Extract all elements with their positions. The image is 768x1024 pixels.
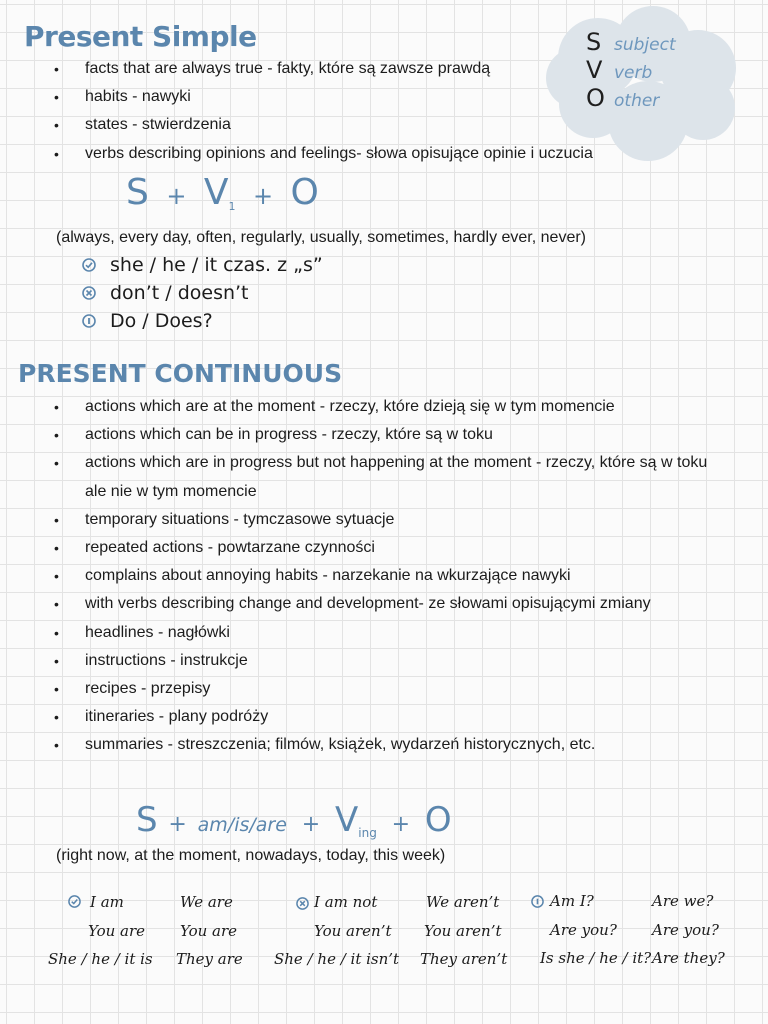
present-simple-adverbs: (always, every day, often, regularly, usually, sometimes, hardly ever, never) <box>56 229 586 246</box>
formula-verb-subscript: 1 <box>228 200 236 213</box>
conj-positive-2: They are <box>176 950 243 968</box>
present-continuous-title: PRESENT CONTINUOUS <box>18 359 343 388</box>
rule-text: don’t / doesn’t <box>110 282 249 304</box>
formula-other: O <box>290 172 319 213</box>
conj-positive-2: We are <box>180 893 233 911</box>
conj-question-2: Are we? <box>652 892 714 910</box>
svo-legend-other <box>586 84 659 112</box>
conj-question-1: Am I? <box>550 892 594 910</box>
formula-verb: V <box>203 172 229 213</box>
conj-question-1: Is she / he / it? <box>540 949 652 967</box>
list-item: • verbs describing opinions and feelings- słowa opisujące opinie i uczucia <box>50 140 690 168</box>
conj-question-1: Are you? <box>550 921 617 939</box>
question-icon <box>82 314 96 328</box>
svo-letter: V <box>586 56 603 84</box>
list-item: • actions which are in progress but not happening at the moment - rzeczy, które są w toku ale nie w tym momencie <box>50 449 720 505</box>
positive-icon <box>68 895 81 908</box>
list-item: • complains about annoying habits - narzekanie na wkurzające nawyki <box>50 562 720 590</box>
formula-plus: + <box>166 182 187 210</box>
conj-positive-1: You are <box>88 922 146 940</box>
svo-legend-subject <box>586 28 676 56</box>
formula-plus: + <box>252 182 274 210</box>
formula-be: am/is/are <box>197 814 287 836</box>
list-item: • recipes - przepisy <box>50 675 720 703</box>
formula-subject: S <box>136 800 158 840</box>
formula-verb-subscript: ing <box>358 826 377 840</box>
conj-positive-1: She / he / it is <box>48 950 153 968</box>
conj-positive-2: You are <box>180 922 238 940</box>
list-item: • itineraries - plany podróży <box>50 703 720 731</box>
svo-legend-verb <box>586 56 652 84</box>
present-continuous-formula <box>136 800 452 840</box>
present-continuous-list <box>50 393 720 760</box>
rule-positive <box>82 251 323 279</box>
positive-icon <box>82 258 96 272</box>
rule-negative <box>82 279 323 307</box>
rule-text: Do / Does? <box>110 310 213 332</box>
conj-negative-1: She / he / it isn’t <box>274 950 400 968</box>
svo-letter: O <box>586 84 605 112</box>
list-item: • states - stwierdzenia <box>50 111 690 139</box>
list-item: • actions which can be in progress - rzeczy, które są w toku <box>50 421 720 449</box>
list-item: • facts that are always true - fakty, które są zawsze prawdą <box>50 55 690 83</box>
conj-negative-2: You aren’t <box>424 922 502 940</box>
formula-plus: + <box>391 812 411 837</box>
list-item: • with verbs describing change and development- ze słowami opisującymi zmiany <box>50 590 720 618</box>
formula-verb: V <box>335 800 359 840</box>
rule-question <box>82 307 323 335</box>
conj-negative-2: We aren’t <box>426 893 500 911</box>
conj-negative-1: You aren’t <box>314 922 392 940</box>
list-item: • habits - nawyki <box>50 83 690 111</box>
formula-plus: + <box>168 812 187 837</box>
negative-icon <box>296 897 309 910</box>
negative-icon <box>82 286 96 300</box>
svo-word: subject <box>614 35 676 55</box>
present-simple-formula <box>126 172 319 213</box>
svo-letter: S <box>586 28 602 56</box>
svo-word: other <box>614 91 660 111</box>
conj-negative-2: They aren’t <box>420 950 508 968</box>
list-item: • summaries - streszczenia; filmów, książek, wydarzeń historycznych, etc. <box>50 731 720 759</box>
formula-other: O <box>424 800 452 840</box>
list-item: • temporary situations - tymczasowe sytuacje <box>50 506 720 534</box>
conj-question-2: Are you? <box>652 921 719 939</box>
formula-plus: + <box>301 812 321 837</box>
question-icon <box>531 895 544 908</box>
formula-subject: S <box>126 172 149 213</box>
present-simple-title: Present Simple <box>24 20 257 53</box>
conj-positive-1: I am <box>90 893 124 911</box>
list-item: • instructions - instrukcje <box>50 647 720 675</box>
list-item: • actions which are at the moment - rzeczy, które dzieją się w tym momencie <box>50 393 720 421</box>
list-item: • repeated actions - powtarzane czynności <box>50 534 720 562</box>
present-continuous-adverbs: (right now, at the moment, nowadays, today, this week) <box>56 847 446 864</box>
conj-negative-1: I am not <box>314 893 378 911</box>
list-item: • headlines - nagłówki <box>50 619 720 647</box>
rule-text: she / he / it czas. z „s” <box>110 254 323 276</box>
conj-question-2: Are they? <box>652 949 725 967</box>
svo-word: verb <box>614 63 653 83</box>
present-simple-rules <box>82 251 323 335</box>
